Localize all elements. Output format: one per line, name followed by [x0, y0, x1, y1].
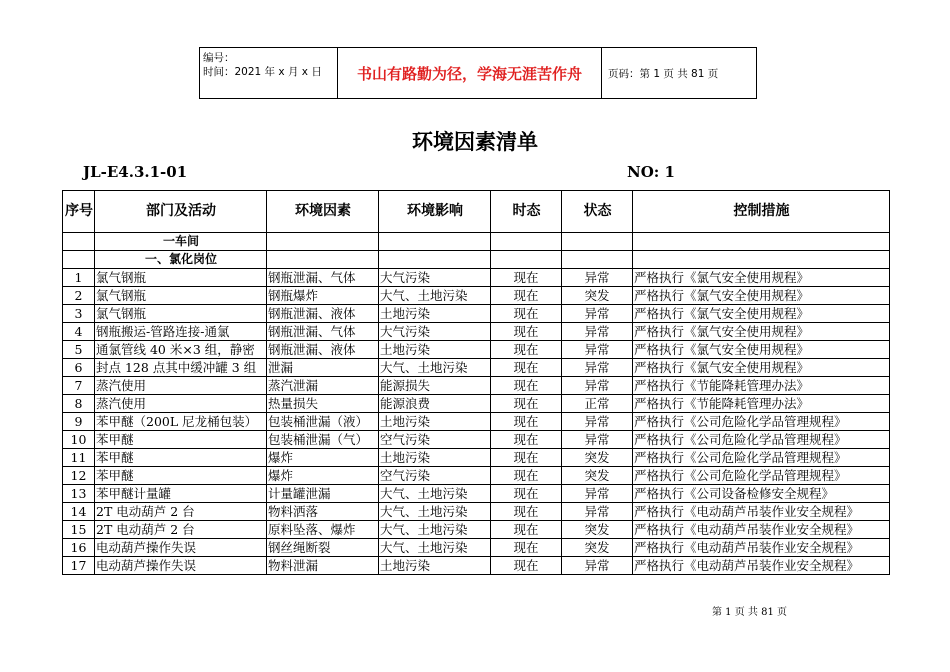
row-state: 异常: [562, 485, 633, 503]
row-impact: 土地污染: [379, 557, 491, 575]
row-impact: 能源损失: [379, 377, 491, 395]
row-index: 16: [63, 539, 95, 557]
row-activity: 苯甲醚: [95, 467, 267, 485]
section-post: 一、氯化岗位: [95, 251, 267, 269]
document-number: NO: 1: [627, 163, 675, 181]
header-left-cell: [200, 48, 338, 98]
row-factor: 蒸汽泄漏: [267, 377, 379, 395]
row-factor: 钢瓶泄漏、液体: [267, 305, 379, 323]
row-state: 异常: [562, 359, 633, 377]
row-index: 13: [63, 485, 95, 503]
row-activity: 封点 128 点其中缓冲罐 3 组: [95, 359, 267, 377]
row-control: 严格执行《节能降耗管理办法》: [633, 395, 890, 413]
row-control: 严格执行《公司危险化学品管理规程》: [633, 467, 890, 485]
row-activity: 苯甲醚: [95, 431, 267, 449]
row-index: 10: [63, 431, 95, 449]
row-tense: 现在: [491, 431, 562, 449]
page-info: 页码：第 1 页 共 81 页: [608, 67, 719, 80]
table-row: [63, 557, 890, 575]
header-box: [199, 47, 757, 99]
row-control: 严格执行《氯气安全使用规程》: [633, 323, 890, 341]
row-control: 严格执行《公司危险化学品管理规程》: [633, 449, 890, 467]
col-header-tense: 时态: [491, 191, 562, 233]
table-row: [63, 377, 890, 395]
row-state: 突发: [562, 521, 633, 539]
table-row: [63, 395, 890, 413]
row-factor: 钢瓶泄漏、液体: [267, 341, 379, 359]
col-header-activity: 部门及活动: [95, 191, 267, 233]
row-state: 异常: [562, 323, 633, 341]
section-row: [63, 233, 890, 251]
row-activity: 蒸汽使用: [95, 377, 267, 395]
row-activity: 氯气钢瓶: [95, 305, 267, 323]
row-state: 异常: [562, 431, 633, 449]
row-activity: 通氯管线 40 米×3 组，静密: [95, 341, 267, 359]
row-impact: 土地污染: [379, 305, 491, 323]
row-index: 1: [63, 269, 95, 287]
row-state: 异常: [562, 413, 633, 431]
row-tense: 现在: [491, 323, 562, 341]
row-activity: 氯气钢瓶: [95, 287, 267, 305]
number-label: 编号：: [203, 52, 235, 64]
row-impact: 大气、土地污染: [379, 359, 491, 377]
col-header-index: 序号: [63, 191, 95, 233]
row-tense: 现在: [491, 467, 562, 485]
row-state: 突发: [562, 539, 633, 557]
row-activity: 蒸汽使用: [95, 395, 267, 413]
row-state: 突发: [562, 449, 633, 467]
row-impact: 土地污染: [379, 413, 491, 431]
row-factor: 热量损失: [267, 395, 379, 413]
row-control: 严格执行《氯气安全使用规程》: [633, 287, 890, 305]
page-footer: 第 1 页 共 81 页: [712, 607, 787, 618]
row-factor: 包装桶泄漏（液）: [267, 413, 379, 431]
row-factor: 包装桶泄漏（气）: [267, 431, 379, 449]
col-header-state: 状态: [562, 191, 633, 233]
table-row: [63, 323, 890, 341]
row-impact: 大气污染: [379, 323, 491, 341]
row-control: 严格执行《电动葫芦吊装作业安全规程》: [633, 503, 890, 521]
row-tense: 现在: [491, 557, 562, 575]
row-control: 严格执行《公司危险化学品管理规程》: [633, 413, 890, 431]
row-factor: 物料泄漏: [267, 557, 379, 575]
row-activity: 2T 电动葫芦 2 台: [95, 521, 267, 539]
row-factor: 计量罐泄漏: [267, 485, 379, 503]
row-impact: 大气、土地污染: [379, 521, 491, 539]
row-index: 5: [63, 341, 95, 359]
row-tense: 现在: [491, 269, 562, 287]
row-index: 15: [63, 521, 95, 539]
row-control: 严格执行《电动葫芦吊装作业安全规程》: [633, 557, 890, 575]
row-activity: 苯甲醚: [95, 449, 267, 467]
row-factor: 物料洒落: [267, 503, 379, 521]
row-tense: 现在: [491, 395, 562, 413]
row-activity: 氯气钢瓶: [95, 269, 267, 287]
row-factor: 钢瓶爆炸: [267, 287, 379, 305]
row-factor: 原料坠落、爆炸: [267, 521, 379, 539]
row-index: 14: [63, 503, 95, 521]
row-factor: 泄漏: [267, 359, 379, 377]
table-row: [63, 269, 890, 287]
row-impact: 土地污染: [379, 341, 491, 359]
table-header-row: [63, 191, 890, 233]
row-state: 异常: [562, 377, 633, 395]
environment-factors-table: [62, 190, 890, 575]
row-index: 11: [63, 449, 95, 467]
row-factor: 钢丝绳断裂: [267, 539, 379, 557]
row-control: 严格执行《氯气安全使用规程》: [633, 305, 890, 323]
row-state: 异常: [562, 305, 633, 323]
row-control: 严格执行《公司危险化学品管理规程》: [633, 431, 890, 449]
row-activity: 苯甲醚（200L 尼龙桶包装）: [95, 413, 267, 431]
row-factor: 钢瓶泄漏、气体: [267, 323, 379, 341]
row-tense: 现在: [491, 377, 562, 395]
row-state: 异常: [562, 503, 633, 521]
row-index: 9: [63, 413, 95, 431]
row-activity: 苯甲醚计量罐: [95, 485, 267, 503]
col-header-impact: 环境影响: [379, 191, 491, 233]
table-row: [63, 341, 890, 359]
row-tense: 现在: [491, 287, 562, 305]
row-impact: 大气、土地污染: [379, 539, 491, 557]
row-activity: 钢瓶搬运-管路连接-通氯: [95, 323, 267, 341]
row-tense: 现在: [491, 449, 562, 467]
row-impact: 空气污染: [379, 467, 491, 485]
row-tense: 现在: [491, 539, 562, 557]
table-row: [63, 503, 890, 521]
row-index: 7: [63, 377, 95, 395]
row-factor: 钢瓶泄漏、气体: [267, 269, 379, 287]
row-impact: 大气、土地污染: [379, 503, 491, 521]
row-control: 严格执行《氯气安全使用规程》: [633, 359, 890, 377]
row-index: 12: [63, 467, 95, 485]
section-workshop: 一车间: [95, 233, 267, 251]
row-tense: 现在: [491, 341, 562, 359]
row-activity: 电动葫芦操作失误: [95, 557, 267, 575]
col-header-factor: 环境因素: [267, 191, 379, 233]
row-state: 突发: [562, 467, 633, 485]
row-impact: 大气、土地污染: [379, 485, 491, 503]
row-index: 8: [63, 395, 95, 413]
row-impact: 土地污染: [379, 449, 491, 467]
row-activity: 2T 电动葫芦 2 台: [95, 503, 267, 521]
row-index: 2: [63, 287, 95, 305]
row-tense: 现在: [491, 485, 562, 503]
table-row: [63, 431, 890, 449]
row-factor: 爆炸: [267, 467, 379, 485]
row-activity: 电动葫芦操作失误: [95, 539, 267, 557]
row-state: 异常: [562, 341, 633, 359]
table-row: [63, 413, 890, 431]
section-row: [63, 251, 890, 269]
document-code: JL-E4.3.1-01: [83, 163, 188, 181]
row-control: 严格执行《氯气安全使用规程》: [633, 341, 890, 359]
table-row: [63, 485, 890, 503]
row-index: 4: [63, 323, 95, 341]
row-control: 严格执行《电动葫芦吊装作业安全规程》: [633, 539, 890, 557]
row-tense: 现在: [491, 359, 562, 377]
row-impact: 能源浪费: [379, 395, 491, 413]
col-header-control: 控制措施: [633, 191, 890, 233]
row-control: 严格执行《电动葫芦吊装作业安全规程》: [633, 521, 890, 539]
table-row: [63, 467, 890, 485]
page-title: 环境因素清单: [412, 130, 538, 154]
table-row: [63, 521, 890, 539]
date-label: 时间：2021 年 x 月 x 日: [203, 66, 322, 78]
table-row: [63, 359, 890, 377]
row-control: 严格执行《节能降耗管理办法》: [633, 377, 890, 395]
row-control: 严格执行《公司设备检修安全规程》: [633, 485, 890, 503]
row-tense: 现在: [491, 413, 562, 431]
row-index: 3: [63, 305, 95, 323]
table-row: [63, 539, 890, 557]
row-tense: 现在: [491, 521, 562, 539]
table-row: [63, 287, 890, 305]
row-tense: 现在: [491, 305, 562, 323]
row-control: 严格执行《氯气安全使用规程》: [633, 269, 890, 287]
row-factor: 爆炸: [267, 449, 379, 467]
table-row: [63, 305, 890, 323]
row-impact: 大气污染: [379, 269, 491, 287]
motto: 书山有路勤为径，学海无涯苦作舟: [338, 48, 602, 98]
row-state: 突发: [562, 287, 633, 305]
row-tense: 现在: [491, 503, 562, 521]
row-index: 6: [63, 359, 95, 377]
row-state: 异常: [562, 269, 633, 287]
row-state: 正常: [562, 395, 633, 413]
row-impact: 空气污染: [379, 431, 491, 449]
row-index: 17: [63, 557, 95, 575]
row-state: 异常: [562, 557, 633, 575]
row-impact: 大气、土地污染: [379, 287, 491, 305]
table-row: [63, 449, 890, 467]
